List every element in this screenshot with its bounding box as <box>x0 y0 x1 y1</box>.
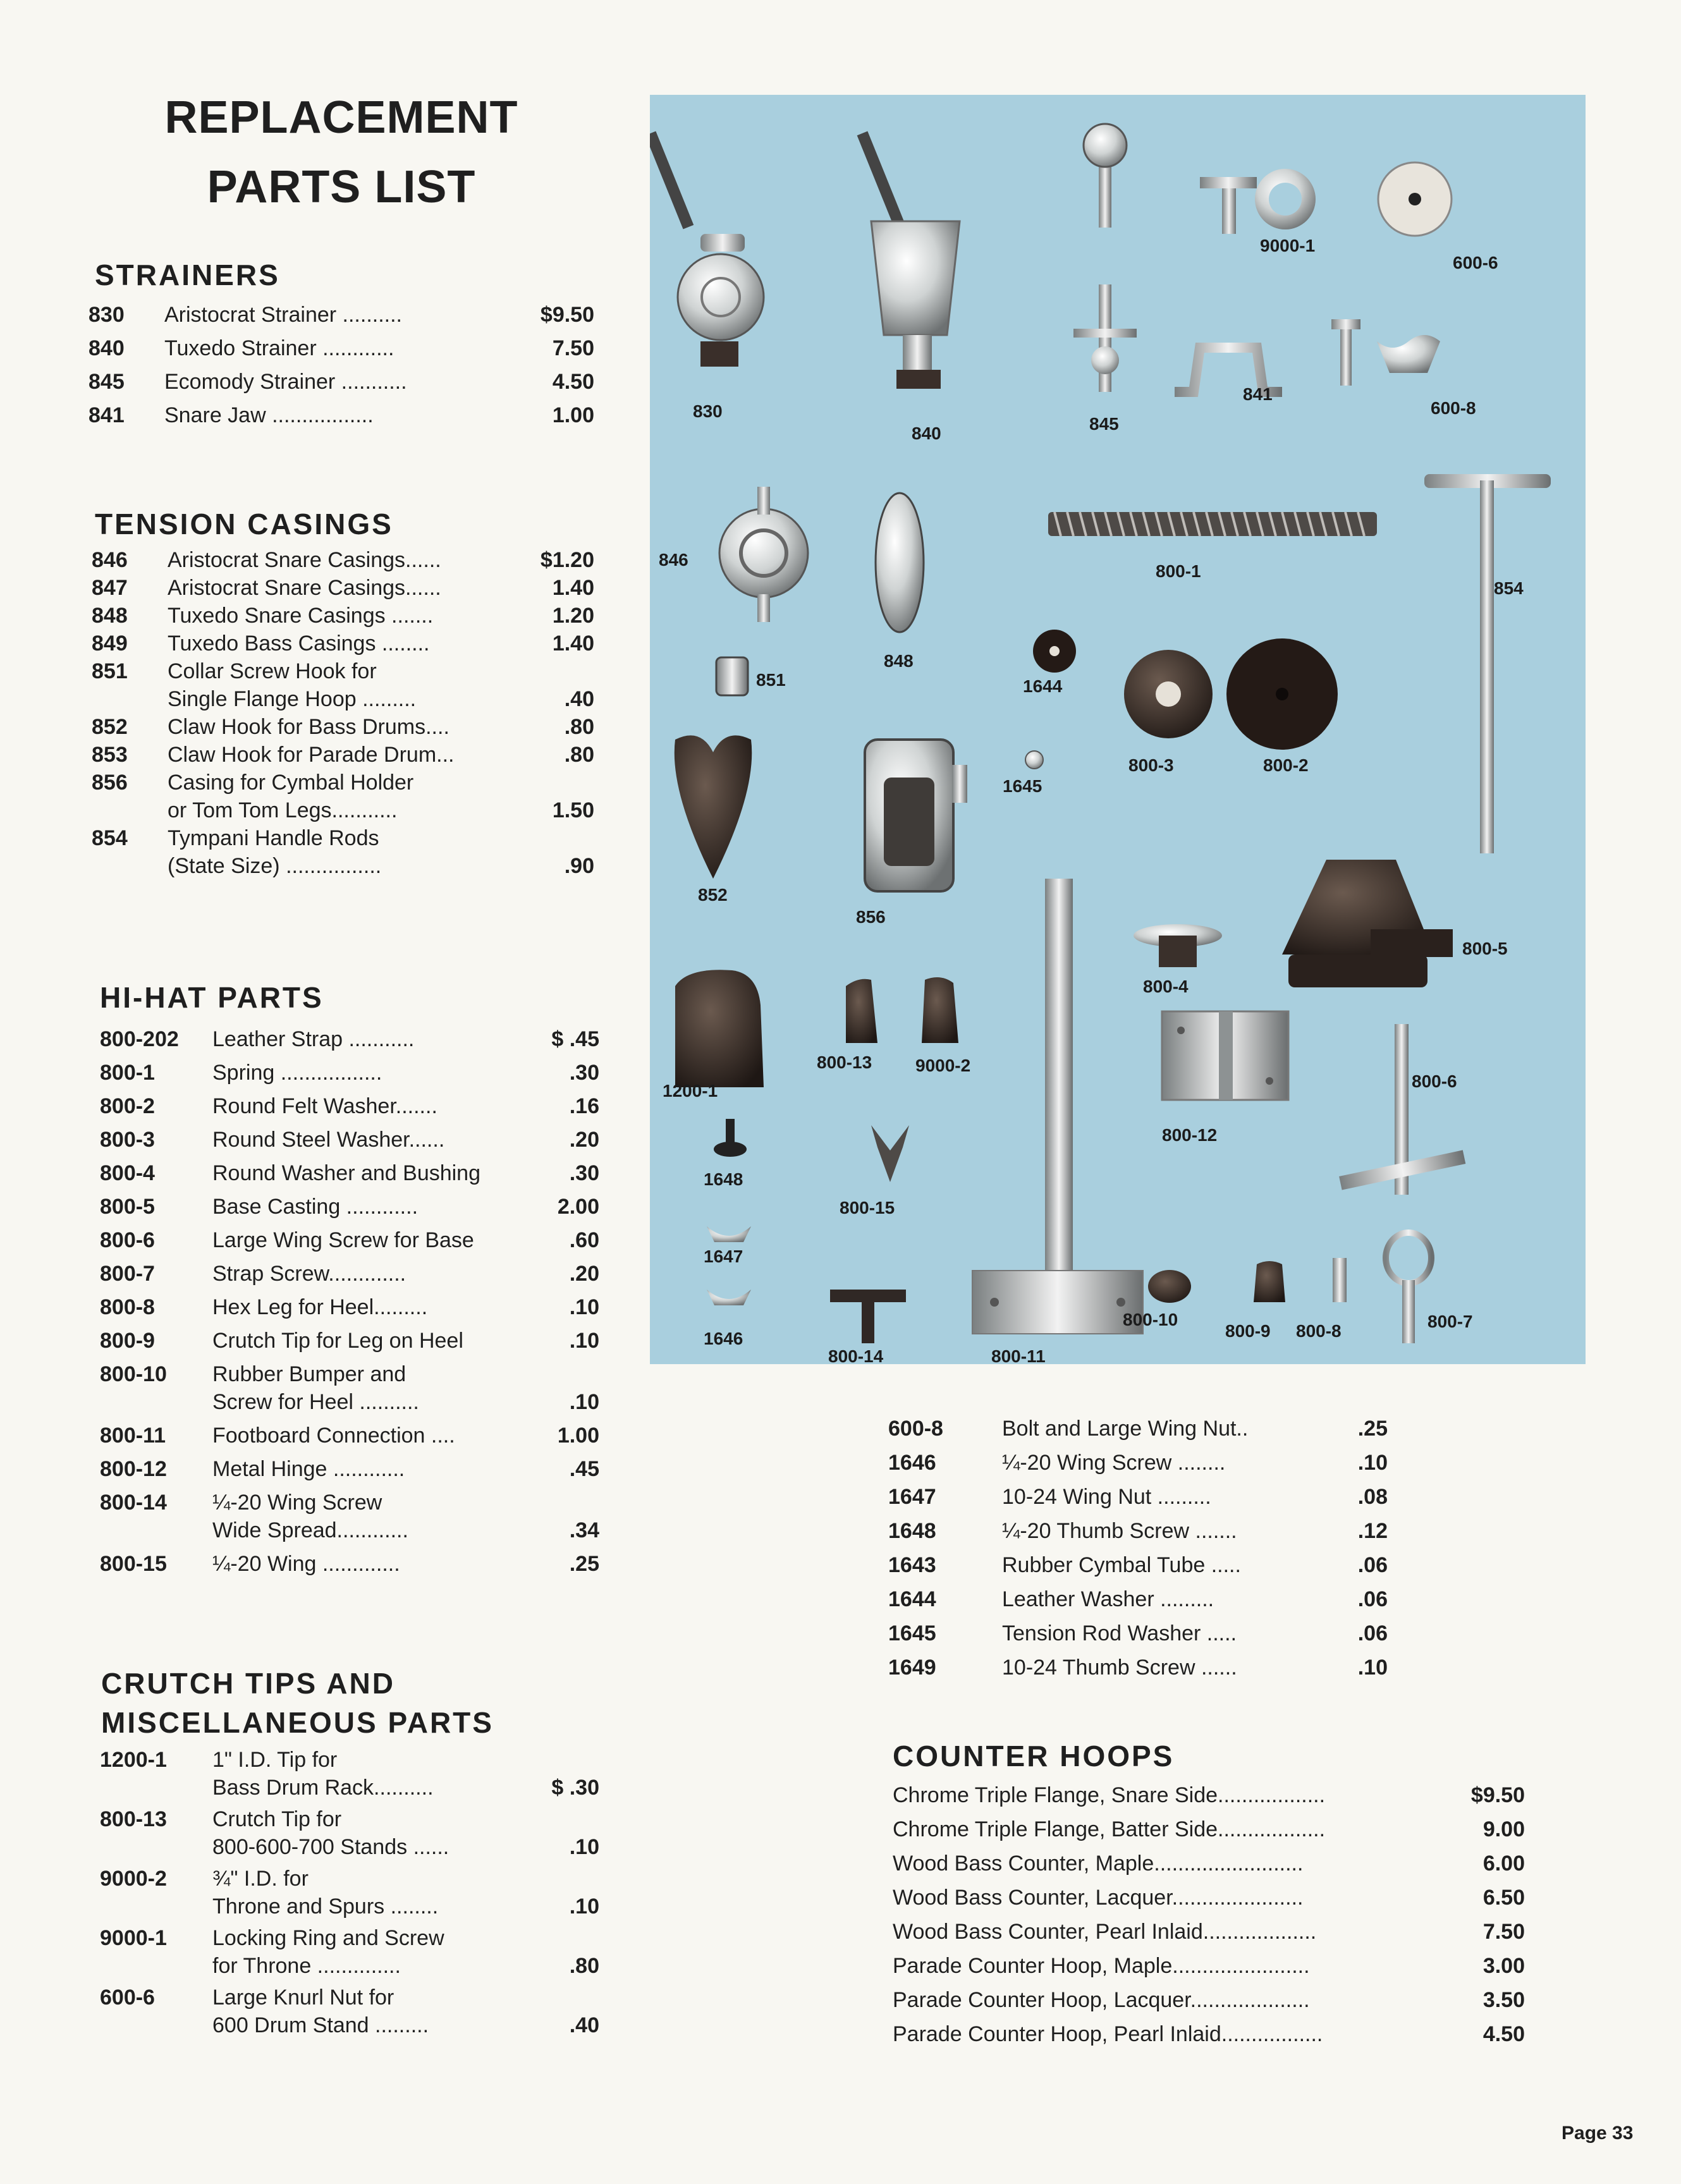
list-item <box>888 1449 1388 1477</box>
part-description: Round Washer and Bushing <box>212 1161 481 1185</box>
misc-parts-list <box>888 1415 1388 1681</box>
part-price: 2.00 <box>557 1195 599 1219</box>
hoop-description: Chrome Triple Flange, Snare Side.................. <box>893 1783 1326 1807</box>
hoop-price: 6.00 <box>1482 1852 1525 1876</box>
part-description: Aristocrat Strainer .......... <box>164 303 402 327</box>
casing-846-image <box>719 487 808 622</box>
hoop-price: 9.00 <box>1482 1817 1525 1841</box>
part-description: Spring ................. <box>212 1061 382 1085</box>
list-item <box>893 1781 1525 1809</box>
label-800-12: 800-12 <box>1162 1125 1218 1145</box>
list-item <box>92 546 594 574</box>
part-description: 1" I.D. Tip for Bass Drum Rack.......... <box>212 1748 434 1800</box>
part-price: .25 <box>1357 1417 1388 1441</box>
part-number: 846 <box>92 548 128 572</box>
part-number: 845 <box>89 370 125 394</box>
crutch-tip-1200-1-image <box>675 970 764 1087</box>
part-price: .06 <box>1357 1553 1388 1577</box>
list-item <box>893 1850 1525 1877</box>
tip-9000-2-image <box>922 977 958 1043</box>
tympani-handle-854-image <box>1424 474 1551 853</box>
strap-screw-800-7-image <box>1386 1233 1431 1343</box>
label-800-1: 800-1 <box>1156 561 1201 581</box>
part-price: .30 <box>569 1161 599 1185</box>
strainer-840-image <box>857 131 960 389</box>
part-price: .30 <box>569 1061 599 1085</box>
hoop-price: 3.00 <box>1482 1954 1525 1978</box>
hihat-heading: HI-HAT PARTS <box>100 981 324 1014</box>
part-number: 1647 <box>888 1485 936 1509</box>
part-price: .10 <box>569 1894 599 1919</box>
part-price: $ .45 <box>551 1027 599 1051</box>
list-item <box>92 574 594 602</box>
label-1200-1: 1200-1 <box>663 1081 718 1101</box>
part-number: 800-9 <box>100 1329 155 1353</box>
part-description: Footboard Connection .... <box>212 1424 455 1448</box>
parts-photo-art <box>650 95 1586 1364</box>
list-item <box>100 1059 599 1087</box>
part-price: .10 <box>569 1390 599 1414</box>
part-price: 1.40 <box>552 576 594 600</box>
list-item <box>100 1746 599 1802</box>
list-item <box>100 1025 599 1053</box>
metal-hinge-800-12-image <box>1162 1011 1288 1100</box>
part-number: 800-6 <box>100 1228 155 1252</box>
part-price: .10 <box>569 1835 599 1859</box>
part-price: .80 <box>564 743 594 767</box>
part-number: 800-4 <box>100 1161 155 1185</box>
part-description: Tuxedo Snare Casings ....... <box>168 604 434 628</box>
list-item <box>89 301 594 329</box>
part-number: 856 <box>92 771 128 795</box>
label-830: 830 <box>693 401 723 421</box>
leather-washer-1644-image <box>1033 630 1076 673</box>
part-price: 1.50 <box>552 798 594 822</box>
base-casting-800-5-image <box>1282 860 1453 987</box>
part-number: 800-7 <box>100 1262 155 1286</box>
part-description: Claw Hook for Parade Drum... <box>168 743 455 767</box>
part-description: Tension Rod Washer ..... <box>1002 1621 1237 1645</box>
list-item <box>100 1360 599 1416</box>
part-description: Large Wing Screw for Base <box>212 1228 474 1252</box>
list-item <box>888 1620 1388 1647</box>
label-800-11: 800-11 <box>991 1346 1046 1366</box>
list-item <box>888 1551 1388 1579</box>
casing-856-image <box>865 740 967 891</box>
part-description: Strap Screw............. <box>212 1262 406 1286</box>
part-number: 830 <box>89 303 125 327</box>
list-item <box>100 1455 599 1483</box>
part-description: 10-24 Thumb Screw ...... <box>1002 1656 1237 1680</box>
part-number: 1644 <box>888 1587 936 1611</box>
hex-leg-800-8-image <box>1333 1258 1347 1302</box>
list-item <box>92 769 594 824</box>
hoop-price: $9.50 <box>1470 1783 1525 1807</box>
locking-ring-9000-1-image <box>1200 169 1316 234</box>
strainer-830-image <box>650 131 764 367</box>
bumper-800-10-image <box>1148 1270 1191 1303</box>
part-description: Claw Hook for Bass Drums.... <box>168 715 449 739</box>
part-number: 1200-1 <box>100 1748 167 1772</box>
label-851: 851 <box>756 670 786 690</box>
part-price: .80 <box>564 715 594 739</box>
label-9000-1: 9000-1 <box>1260 236 1316 255</box>
part-number: 854 <box>92 826 128 850</box>
parts-photo-panel <box>650 95 1586 1364</box>
part-price: 7.50 <box>552 336 594 360</box>
part-price: $ .30 <box>551 1776 599 1800</box>
list-item <box>100 1865 599 1920</box>
part-description: Aristocrat Snare Casings...... <box>168 576 441 600</box>
part-description: Rubber Cymbal Tube ..... <box>1002 1553 1241 1577</box>
part-price: .12 <box>1357 1519 1388 1543</box>
hoop-price: 3.50 <box>1482 1988 1525 2012</box>
part-price: 1.40 <box>552 631 594 656</box>
part-description: Crutch Tip for Leg on Heel <box>212 1329 463 1353</box>
tension-casings-heading: TENSION CASINGS <box>95 508 393 540</box>
claw-hook-852-image <box>675 735 752 879</box>
thumb-screw-1648-image <box>714 1119 747 1157</box>
part-price: 1.00 <box>552 403 594 427</box>
crutch-tip-800-13-image <box>846 979 877 1043</box>
label-1648: 1648 <box>704 1169 743 1189</box>
list-item <box>100 1327 599 1355</box>
hoop-description: Wood Bass Counter, Lacquer...................... <box>893 1886 1304 1910</box>
part-number: 800-2 <box>100 1094 155 1118</box>
list-item <box>888 1517 1388 1545</box>
crutch-tips-heading <box>101 1664 494 1742</box>
page-title <box>126 92 556 212</box>
spring-800-1-image <box>1048 512 1377 536</box>
part-number: 800-10 <box>100 1362 167 1386</box>
washer-bushing-800-4-image <box>1134 924 1222 967</box>
part-number: 1648 <box>888 1519 936 1543</box>
tension-washer-1645-image <box>1025 751 1043 769</box>
part-price: .20 <box>569 1262 599 1286</box>
hoop-description: Chrome Triple Flange, Batter Side.................. <box>893 1817 1326 1841</box>
casing-848-image <box>876 493 924 632</box>
label-800-14: 800-14 <box>828 1346 884 1366</box>
hihat-list <box>100 1025 599 1578</box>
part-price: $1.20 <box>540 548 594 572</box>
tension-casings-list <box>92 546 594 880</box>
part-description: Large Knurl Nut for 600 Drum Stand ......... <box>212 1986 429 2037</box>
part-price: .60 <box>569 1228 599 1252</box>
part-price: .16 <box>569 1094 599 1118</box>
list-item <box>100 1550 599 1578</box>
part-number: 800-202 <box>100 1027 179 1051</box>
list-item <box>89 368 594 396</box>
list-item <box>100 1126 599 1154</box>
list-item <box>888 1415 1388 1443</box>
part-description: Metal Hinge ............ <box>212 1457 405 1481</box>
list-item <box>89 334 594 362</box>
hoop-description: Parade Counter Hoop, Lacquer.................... <box>893 1988 1310 2012</box>
wing-800-15-image <box>871 1125 909 1182</box>
label-852: 852 <box>698 885 728 905</box>
label-800-15: 800-15 <box>840 1198 895 1217</box>
label-9000-2: 9000-2 <box>915 1056 971 1075</box>
part-price: .20 <box>569 1128 599 1152</box>
part-description: Tuxedo Bass Casings ........ <box>168 631 430 656</box>
part-number: 1649 <box>888 1656 936 1680</box>
list-item <box>100 1226 599 1254</box>
part-description: Tympani Handle Rods (State Size) ................ <box>168 826 382 878</box>
hoop-description: Parade Counter Hoop, Pearl Inlaid................. <box>893 2022 1323 2046</box>
part-description: Aristocrat Snare Casings...... <box>168 548 441 572</box>
part-number: 800-15 <box>100 1552 167 1576</box>
label-800-13: 800-13 <box>817 1052 872 1072</box>
part-price: .90 <box>564 854 594 878</box>
part-description: ¼-20 Thumb Screw ....... <box>1002 1519 1237 1543</box>
list-item <box>888 1654 1388 1681</box>
part-description: Bolt and Large Wing Nut.. <box>1002 1417 1249 1441</box>
label-800-5: 800-5 <box>1462 939 1508 958</box>
part-description: Locking Ring and Screw for Throne .............. <box>212 1926 444 1978</box>
hoop-price: 6.50 <box>1482 1886 1525 1910</box>
part-price: .25 <box>569 1552 599 1576</box>
part-number: 600-8 <box>888 1417 943 1441</box>
part-description: Round Steel Washer...... <box>212 1128 445 1152</box>
page-title-line-1: REPLACEMENT <box>164 92 518 143</box>
part-description: Rubber Bumper and Screw for Heel .......... <box>212 1362 419 1414</box>
part-description: Casing for Cymbal Holder or Tom Tom Legs........... <box>168 771 414 822</box>
wing-nut-1647-image <box>707 1226 751 1242</box>
wing-screw-1646-image <box>707 1290 751 1305</box>
part-number: 600-6 <box>100 1986 155 2010</box>
list-item <box>92 713 594 741</box>
strainers-list <box>89 301 594 429</box>
part-price: .08 <box>1357 1485 1388 1509</box>
hoop-description: Parade Counter Hoop, Maple....................... <box>893 1954 1310 1978</box>
label-600-6: 600-6 <box>1453 253 1498 272</box>
counter-hoops-list <box>893 1781 1525 2048</box>
part-description: Leather Washer ......... <box>1002 1587 1214 1611</box>
part-price: $9.50 <box>540 303 594 327</box>
hook-851-image <box>716 657 748 695</box>
part-description: ¼-20 Wing ............. <box>212 1552 400 1576</box>
label-1644: 1644 <box>1023 676 1063 696</box>
crutch-tips-heading-line-1: CRUTCH TIPS AND <box>101 1667 395 1700</box>
label-856: 856 <box>856 907 886 927</box>
part-description: Hex Leg for Heel......... <box>212 1295 428 1319</box>
strainers-heading: STRAINERS <box>95 259 280 291</box>
list-item <box>888 1483 1388 1511</box>
label-800-8: 800-8 <box>1296 1321 1342 1341</box>
hoop-description: Wood Bass Counter, Maple......................... <box>893 1852 1304 1876</box>
part-description: ¼-20 Wing Screw ........ <box>1002 1451 1226 1475</box>
part-price: .06 <box>1357 1621 1388 1645</box>
part-price: .10 <box>569 1295 599 1319</box>
strainer-845-image <box>1073 124 1137 392</box>
list-item <box>100 1422 599 1449</box>
part-price: .10 <box>1357 1451 1388 1475</box>
label-800-7: 800-7 <box>1427 1312 1473 1331</box>
label-800-4: 800-4 <box>1143 977 1189 996</box>
list-item <box>100 1805 599 1861</box>
hoop-price: 4.50 <box>1482 2022 1525 2046</box>
part-number: 1643 <box>888 1553 936 1577</box>
part-number: 800-8 <box>100 1295 155 1319</box>
list-item <box>100 1092 599 1120</box>
list-item <box>100 1293 599 1321</box>
part-number: 9000-1 <box>100 1926 167 1950</box>
part-description: Base Casting ............ <box>212 1195 419 1219</box>
part-description: Crutch Tip for 800-600-700 Stands ...... <box>212 1807 449 1859</box>
label-800-6: 800-6 <box>1412 1071 1457 1091</box>
list-item <box>893 1918 1525 1946</box>
part-description: ¾" I.D. for Throne and Spurs ........ <box>212 1867 439 1919</box>
list-item <box>92 824 594 880</box>
list-item <box>92 741 594 769</box>
list-item <box>100 1159 599 1187</box>
part-price: .34 <box>569 1518 599 1542</box>
part-price: .80 <box>569 1954 599 1978</box>
part-price: .40 <box>564 687 594 711</box>
part-price: .10 <box>569 1329 599 1353</box>
wing-screw-800-6-image <box>1339 1024 1465 1195</box>
part-number: 800-11 <box>100 1424 166 1448</box>
part-number: 800-12 <box>100 1457 167 1481</box>
part-number: 852 <box>92 715 128 739</box>
part-description: Leather Strap ........... <box>212 1027 415 1051</box>
part-number: 800-3 <box>100 1128 155 1152</box>
part-number: 800-13 <box>100 1807 167 1831</box>
label-600-8: 600-8 <box>1431 398 1476 418</box>
part-description: ¼-20 Wing Screw Wide Spread............ <box>212 1491 408 1542</box>
label-848: 848 <box>884 651 914 671</box>
label-854: 854 <box>1494 578 1524 598</box>
part-price: .40 <box>569 2013 599 2037</box>
list-item <box>89 401 594 429</box>
bolt-600-8-image <box>1331 319 1440 386</box>
counter-hoops-heading: COUNTER HOOPS <box>893 1740 1175 1772</box>
crutch-tips-list <box>100 1746 599 2039</box>
list-item <box>92 657 594 713</box>
part-description: Collar Screw Hook for Single Flange Hoop ......... <box>168 659 417 711</box>
part-number: 853 <box>92 743 128 767</box>
felt-washer-800-2-image <box>1226 638 1338 750</box>
part-price: .06 <box>1357 1587 1388 1611</box>
list-item <box>100 1489 599 1544</box>
list-item <box>893 1815 1525 1843</box>
part-number: 800-5 <box>100 1195 155 1219</box>
page-number: Page 33 <box>1562 2123 1634 2144</box>
list-item <box>100 1984 599 2039</box>
part-number: 841 <box>89 403 125 427</box>
label-845: 845 <box>1089 414 1119 434</box>
part-number: 800-14 <box>100 1491 167 1515</box>
part-description: Round Felt Washer....... <box>212 1094 437 1118</box>
part-price: .10 <box>1357 1656 1388 1680</box>
part-number: 800-1 <box>100 1061 155 1085</box>
label-800-10: 800-10 <box>1123 1310 1178 1329</box>
crutch-tips-heading-line-2: MISCELLANEOUS PARTS <box>101 1706 494 1739</box>
part-price: .45 <box>569 1457 599 1481</box>
part-number: 1645 <box>888 1621 936 1645</box>
label-800-3: 800-3 <box>1128 755 1174 775</box>
part-number: 1646 <box>888 1451 936 1475</box>
part-number: 840 <box>89 336 125 360</box>
page-title-line-2: PARTS LIST <box>207 162 476 212</box>
label-800-9: 800-9 <box>1225 1321 1271 1341</box>
list-item <box>92 602 594 630</box>
list-item <box>888 1585 1388 1613</box>
part-price: 1.00 <box>557 1424 599 1448</box>
label-846: 846 <box>659 550 688 570</box>
part-number: 847 <box>92 576 128 600</box>
part-price: 1.20 <box>552 604 594 628</box>
list-item <box>100 1924 599 1980</box>
part-number: 848 <box>92 604 128 628</box>
knurl-nut-600-6-image <box>1378 162 1452 236</box>
wing-screw-800-14-image <box>830 1290 906 1343</box>
footboard-800-11-image <box>972 879 1143 1334</box>
part-number: 9000-2 <box>100 1867 167 1891</box>
steel-washer-800-3-image <box>1124 650 1213 738</box>
hoop-description: Wood Bass Counter, Pearl Inlaid................... <box>893 1920 1317 1944</box>
label-1645: 1645 <box>1003 776 1042 796</box>
list-item <box>100 1260 599 1288</box>
part-description: 10-24 Wing Nut ......... <box>1002 1485 1211 1509</box>
list-item <box>893 1952 1525 1980</box>
label-1647: 1647 <box>704 1247 743 1266</box>
part-description: Ecomody Strainer ........... <box>164 370 407 394</box>
part-price: 4.50 <box>552 370 594 394</box>
list-item <box>893 2020 1525 2048</box>
label-841: 841 <box>1243 384 1273 404</box>
label-840: 840 <box>912 424 941 443</box>
list-item <box>100 1193 599 1221</box>
part-description: Tuxedo Strainer ............ <box>164 336 394 360</box>
hoop-price: 7.50 <box>1482 1920 1525 1944</box>
part-number: 849 <box>92 631 128 656</box>
label-800-2: 800-2 <box>1263 755 1309 775</box>
label-1646: 1646 <box>704 1329 743 1348</box>
part-number: 851 <box>92 659 128 683</box>
list-item <box>893 1986 1525 2014</box>
part-description: Snare Jaw ................. <box>164 403 374 427</box>
list-item <box>92 630 594 657</box>
list-item <box>893 1884 1525 1912</box>
crutch-tip-800-9-image <box>1254 1261 1285 1302</box>
